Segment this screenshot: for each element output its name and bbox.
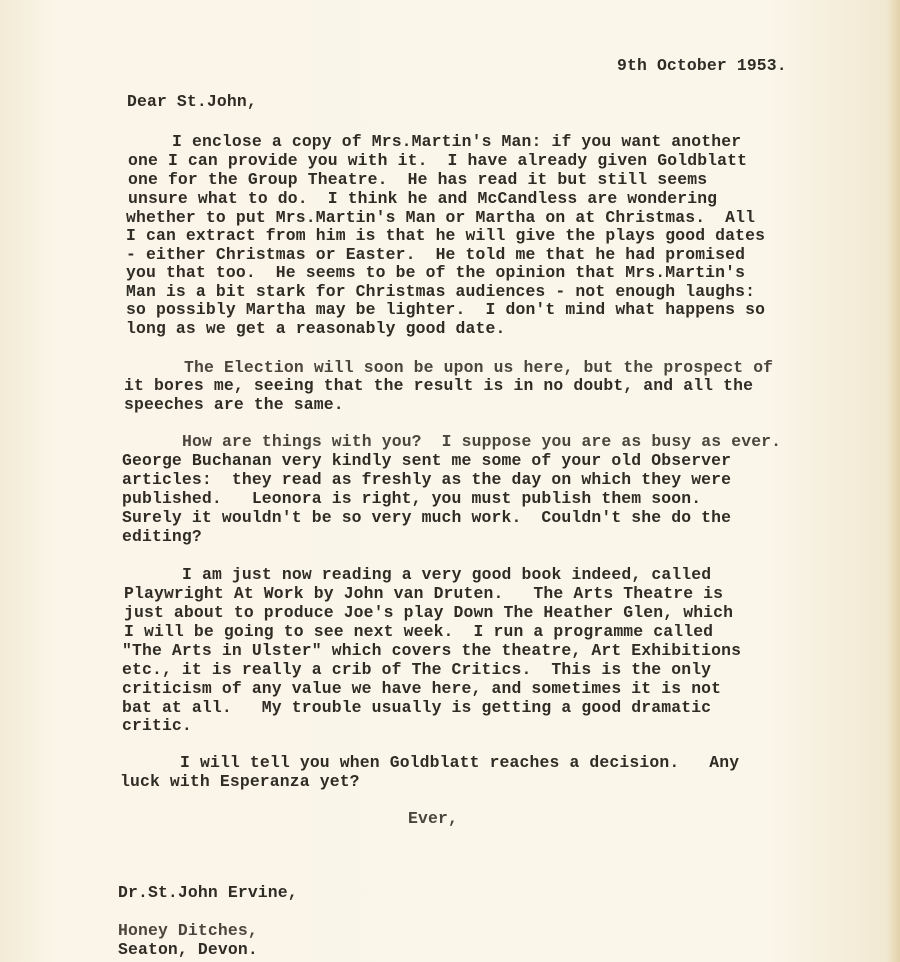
paragraph-1-line: I can extract from him is that he will give the plays good dates	[126, 226, 766, 245]
paragraph-4-line: etc., it is really a crib of The Critics. This is the only	[122, 660, 712, 679]
paragraph-4-line: critic.	[122, 716, 192, 735]
paragraph-1-line: - either Christmas or Easter. He told me that he had promised	[126, 245, 746, 264]
paragraph-5-line: I will tell you when Goldblatt reaches a decision. Any	[180, 753, 740, 772]
paragraph-5-line: luck with Esperanza yet?	[120, 772, 360, 791]
salutation: Dear St.John,	[127, 92, 257, 111]
paragraph-1-line: one for the Group Theatre. He has read it but still seems	[128, 170, 708, 189]
paragraph-2-line: The Election will soon be upon us here, but the prospect of	[184, 358, 774, 377]
addressee-name: Dr.St.John Ervine,	[118, 883, 298, 902]
paragraph-1-line: so possibly Martha may be lighter. I don't mind what happens so	[126, 300, 766, 319]
closing: Ever,	[408, 809, 458, 828]
paragraph-4-line: bat at all. My trouble usually is getting a good dramatic	[122, 698, 712, 717]
paragraph-3-line: George Buchanan very kindly sent me some of your old Observer	[122, 451, 732, 470]
paragraph-1-line: you that too. He seems to be of the opinion that Mrs.Martin's	[126, 263, 746, 282]
addressee-line: Seaton, Devon.	[118, 940, 258, 959]
paragraph-3-line: published. Leonora is right, you must publish them soon.	[122, 489, 702, 508]
paragraph-1-line: one I can provide you with it. I have already given Goldblatt	[128, 151, 748, 170]
paragraph-4-line: just about to produce Joe's play Down The Heather Glen, which	[124, 603, 734, 622]
paragraph-4-line: "The Arts in Ulster" which covers the theatre, Art Exhibitions	[122, 641, 742, 660]
paragraph-4-line: criticism of any value we have here, and sometimes it is not	[122, 679, 722, 698]
paragraph-2-line: it bores me, seeing that the result is in no doubt, and all the	[124, 376, 754, 395]
paragraph-3-line: Surely it wouldn't be so very much work. Couldn't she do the	[122, 508, 732, 527]
paragraph-3-line: editing?	[122, 527, 202, 546]
paragraph-4-line: Playwright At Work by John van Druten. The Arts Theatre is	[124, 584, 724, 603]
paragraph-1-line: unsure what to do. I think he and McCandless are wondering	[128, 189, 718, 208]
paragraph-4-line: I will be going to see next week. I run a programme called	[124, 622, 714, 641]
paragraph-1-line: whether to put Mrs.Martin's Man or Martha on at Christmas. All	[126, 208, 756, 227]
letter-date: 9th October 1953.	[617, 56, 787, 75]
paragraph-1-line: long as we get a reasonably good date.	[126, 319, 506, 338]
paragraph-3-line: articles: they read as freshly as the day on which they were	[122, 470, 732, 489]
paragraph-1-line: Man is a bit stark for Christmas audiences - not enough laughs:	[126, 282, 756, 301]
addressee-line: Honey Ditches,	[118, 921, 258, 940]
paragraph-4-line: I am just now reading a very good book indeed, called	[182, 565, 712, 584]
paragraph-1-line: I enclose a copy of Mrs.Martin's Man: if you want another	[172, 132, 742, 151]
paragraph-3-line: How are things with you? I suppose you are as busy as ever.	[182, 432, 782, 451]
paper-edge-shadow	[886, 0, 900, 962]
paragraph-2-line: speeches are the same.	[124, 395, 344, 414]
